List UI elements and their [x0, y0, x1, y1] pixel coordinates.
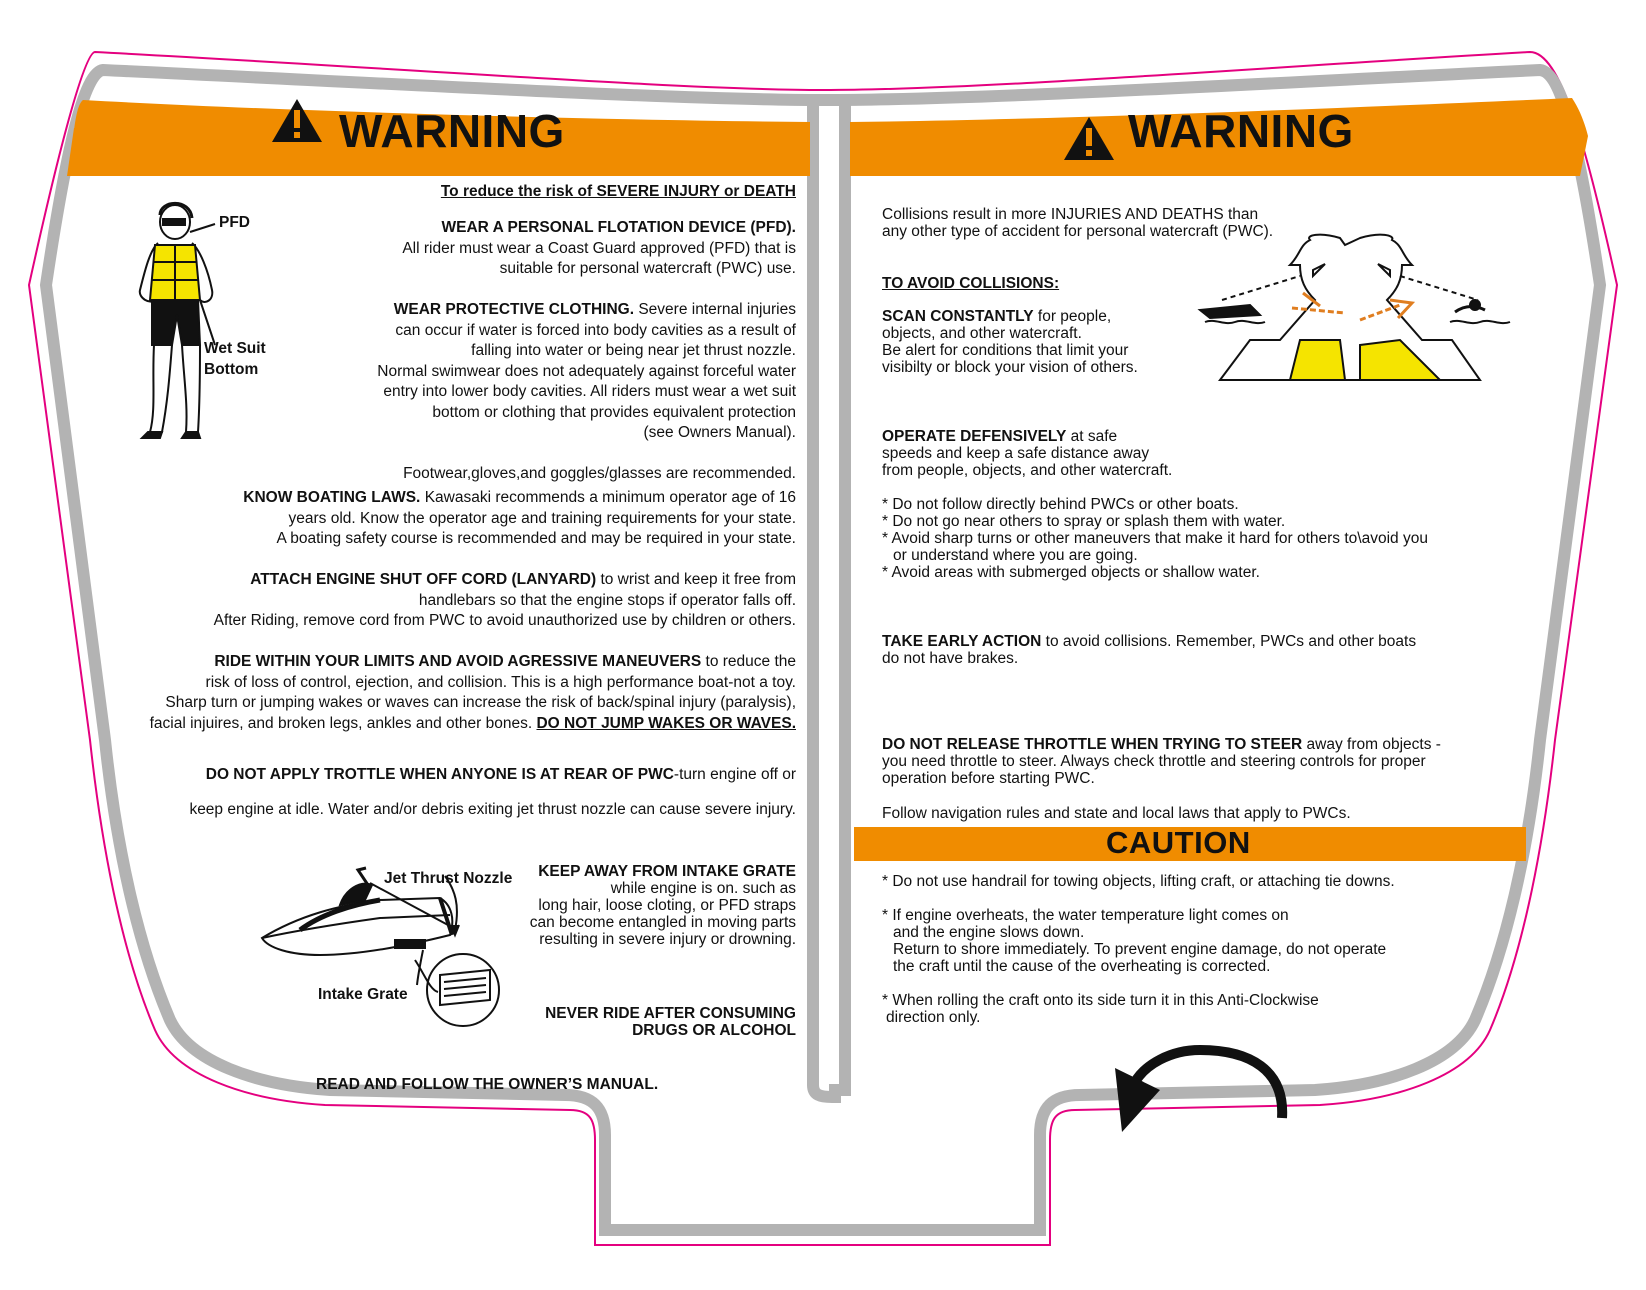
drugs-section	[476, 1005, 796, 1039]
release-heading: DO NOT RELEASE THROTTLE WHEN TRYING TO STEER	[882, 736, 1303, 753]
clothing-line-7: (see Owners Manual).	[643, 424, 796, 441]
lanyard-line-3: After Riding, remove cord from PWC to avoid unauthorized use by children or others.	[213, 612, 796, 629]
release-section	[882, 736, 1502, 787]
release-line-3: operation before starting PWC.	[882, 770, 1095, 787]
bullet-3: * Avoid sharp turns or other maneuvers that make it hard for others to\avoid you	[882, 530, 1428, 547]
lanyard-section	[96, 570, 796, 632]
early-heading: TAKE EARLY ACTION	[882, 633, 1042, 650]
early-line-1: to avoid collisions. Remember, PWCs and other boats	[1045, 633, 1417, 650]
intake-line-1: while engine is on. such as	[610, 880, 796, 897]
intro-line-2: any other type of accident for personal watercraft (PWC).	[882, 223, 1274, 240]
laws-line-3: A boating safety course is recommended and may be required in your state.	[276, 530, 796, 547]
clothing-line-2: can occur if water is forced into body cavities as a result of	[395, 321, 796, 339]
lanyard-line-1: to wrist and keep it free from	[600, 571, 796, 588]
right-warning-title: WARNING	[1128, 105, 1354, 157]
throttle-heading: DO NOT APPLY TROTTLE WHEN ANYONE IS AT REAR OF PWC	[205, 766, 674, 783]
caution-item-3: * When rolling the craft onto its side turn it in this Anti-Clockwise	[882, 992, 1319, 1009]
clothing-section	[276, 300, 796, 444]
limits-heading: RIDE WITHIN YOUR LIMITS AND AVOID AGRESSIVE MANEUVERS	[214, 653, 702, 670]
clothing-line-4: Normal swimwear does not adequately against forceful water	[377, 362, 796, 380]
laws-heading: KNOW BOATING LAWS.	[243, 489, 421, 506]
clothing-line-3: falling into water or being near jet thrust nozzle.	[471, 342, 796, 359]
scan-line-3: Be alert for conditions that limit your	[882, 342, 1129, 359]
caution-item-2d: the craft until the cause of the overheating is corrected.	[893, 958, 1271, 975]
intake-line-2: long hair, loose cloting, or PFD straps	[538, 897, 796, 914]
clothing-heading: WEAR PROTECTIVE CLOTHING.	[393, 301, 635, 318]
scan-section	[882, 308, 1222, 376]
drugs-line-2: DRUGS OR ALCOHOL	[632, 1022, 796, 1039]
scan-line-1: for people,	[1037, 308, 1112, 325]
bullet-4: * Avoid areas with submerged objects or shallow water.	[882, 564, 1260, 581]
defensive-heading: OPERATE DEFENSIVELY	[882, 428, 1067, 445]
scan-line-4: visibilty or block your vision of others.	[882, 359, 1138, 376]
caution-item-1: * Do not use handrail for towing objects, lifting craft, or attaching tie downs.	[882, 873, 1395, 890]
laws-line-1: Kawasaki recommends a minimum operator age of 16	[424, 489, 796, 506]
intake-line-3: can become entangled in moving parts	[529, 914, 796, 931]
early-line-2: do not have brakes.	[882, 650, 1019, 667]
lanyard-line-2: handlebars so that the engine stops if operator falls off.	[418, 591, 796, 609]
drugs-line-1: NEVER RIDE AFTER CONSUMING	[545, 1005, 796, 1022]
throttle-line-2: keep engine at idle. Water and/or debris exiting jet thrust nozzle can cause severe injury.	[189, 801, 796, 818]
pfd-label: PFD	[219, 214, 250, 231]
caution-section	[882, 873, 1502, 1026]
release-line-2: you need throttle to steer. Always check throttle and steering controls for proper	[882, 753, 1426, 770]
clothing-line-6: bottom or clothing that provides equivalent protection	[432, 403, 796, 421]
left-subtitle: To reduce the risk of SEVERE INJURY or DEATH	[440, 183, 796, 200]
defensive-line-1: at safe	[1070, 428, 1118, 445]
intake-grate-label: Intake Grate	[318, 986, 408, 1003]
lanyard-heading: ATTACH ENGINE SHUT OFF CORD (LANYARD)	[250, 571, 597, 588]
footwear-line: Footwear,gloves,and goggles/glasses are recommended.	[403, 465, 796, 482]
defensive-section	[882, 428, 1242, 479]
caution-title: CAUTION	[1106, 825, 1251, 860]
defensive-line-2: speeds and keep a safe distance away	[882, 445, 1150, 462]
bullet-3-cont: or understand where you are going.	[893, 547, 1138, 564]
avoid-collisions-heading: TO AVOID COLLISIONS:	[882, 275, 1060, 292]
intake-heading: KEEP AWAY FROM INTAKE GRATE	[538, 863, 796, 880]
early-section	[882, 633, 1502, 667]
limits-line-2: risk of loss of control, ejection, and collision. This is a high performance boat-not a toy.	[205, 673, 796, 691]
bullet-1: * Do not follow directly behind PWCs or other boats.	[882, 496, 1239, 513]
pfd-line-2: suitable for personal watercraft (PWC) use.	[499, 260, 796, 277]
scan-line-2: objects, and other watercraft.	[882, 325, 1082, 342]
limits-line-3: Sharp turn or jumping wakes or waves can increase the risk of back/spinal injury (paralysis),	[165, 694, 796, 711]
clothing-line-5: entry into lower body cavities. All riders must wear a wet suit	[383, 383, 796, 400]
caution-item-2: * If engine overheats, the water temperature light comes on	[882, 907, 1289, 924]
release-line-1: away from objects -	[1306, 736, 1441, 753]
intro-section	[882, 206, 1382, 240]
intro-line-1: Collisions result in more INJURIES AND DEATHS than	[882, 206, 1259, 223]
throttle-line-1	[96, 765, 796, 786]
wet-suit-label: Wet Suit	[204, 340, 266, 357]
caution-item-3b: direction only.	[886, 1009, 981, 1026]
wet-suit-label-2: Bottom	[204, 361, 259, 378]
scan-heading: SCAN CONSTANTLY	[882, 308, 1034, 325]
limits-line-1: to reduce the	[705, 653, 796, 670]
limits-line-4: facial injuires, and broken legs, ankles and other bones.	[149, 714, 533, 732]
clothing-line-1: Severe internal injuries	[638, 301, 796, 318]
pfd-heading: WEAR A PERSONAL FLOTATION DEVICE (PFD).	[441, 219, 796, 236]
laws-section	[116, 488, 796, 550]
pfd-line-1: All rider must wear a Coast Guard approved (PFD) that is	[402, 239, 796, 257]
manual-line: READ AND FOLLOW THE OWNER’S MANUAL.	[316, 1076, 659, 1093]
defensive-line-3: from people, objects, and other watercraft.	[882, 462, 1173, 479]
left-warning-title: WARNING	[339, 105, 565, 157]
jet-thrust-label: Jet Thrust Nozzle	[384, 870, 513, 887]
limits-line-4-emphasis: DO NOT JUMP WAKES OR WAVES.	[536, 714, 796, 732]
collision-bullets	[882, 496, 1502, 581]
limits-section	[96, 652, 796, 734]
laws-line-2: years old. Know the operator age and training requirements for your state.	[288, 509, 796, 527]
bullet-2: * Do not go near others to spray or splash them with water.	[882, 513, 1286, 530]
navigation-line: Follow navigation rules and state and local laws that apply to PWCs.	[882, 805, 1351, 822]
intake-section	[476, 863, 796, 948]
pfd-section	[276, 218, 796, 280]
caution-item-2c: Return to shore immediately. To prevent engine damage, do not operate	[893, 941, 1387, 958]
intake-line-4: resulting in severe injury or drowning.	[539, 931, 796, 948]
caution-item-2b: and the engine slows down.	[893, 924, 1085, 941]
throttle-line-1-rest: -turn engine off or	[673, 766, 796, 783]
